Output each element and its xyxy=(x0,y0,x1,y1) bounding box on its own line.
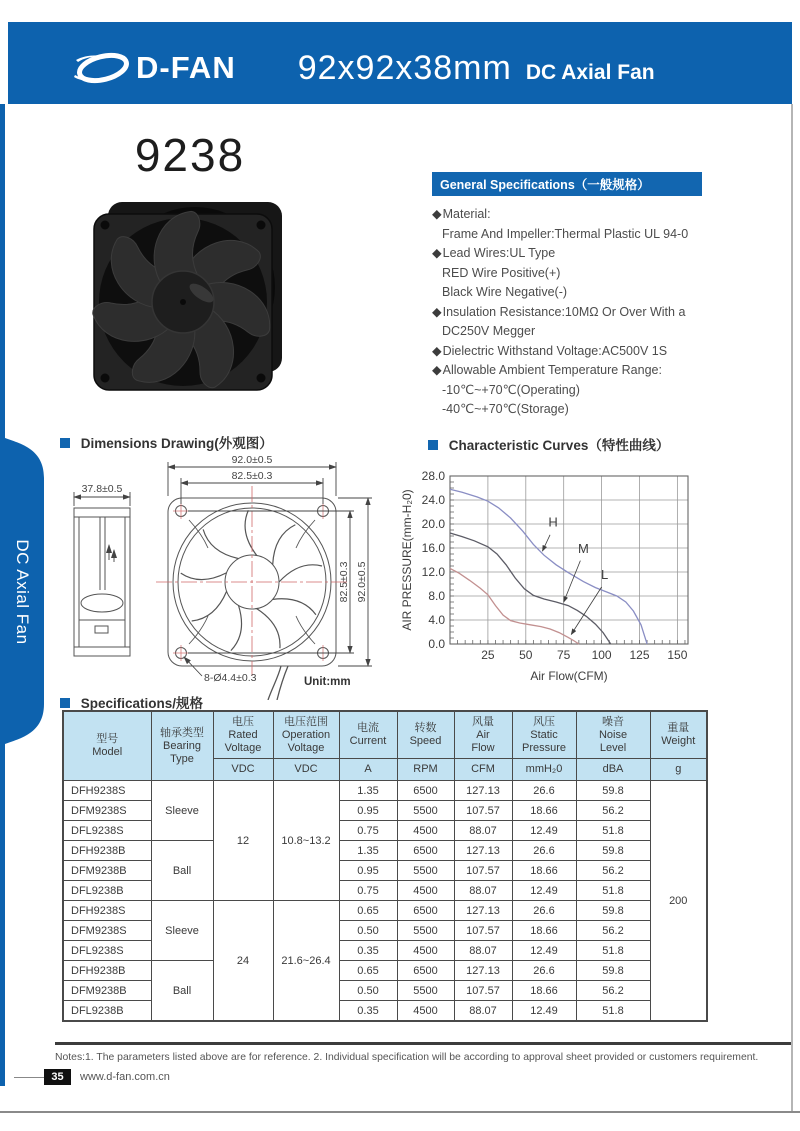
cell-current: 0.50 xyxy=(339,921,397,941)
dim-holes-label: 8-Ø4.4±0.3 xyxy=(204,672,257,684)
cell-current: 0.35 xyxy=(339,1001,397,1022)
header-band xyxy=(8,22,792,104)
general-specs-section xyxy=(432,172,762,420)
col-unit: mmH₂0 xyxy=(512,759,576,781)
cell-bearing: Sleeve xyxy=(151,781,213,841)
dimensions-section-title: Dimensions Drawing(外观图） xyxy=(60,432,273,452)
spec-table xyxy=(62,710,708,1022)
cell-current: 0.50 xyxy=(339,981,397,1001)
cell-model: DFL9238B xyxy=(63,1001,151,1022)
cell-airflow: 88.07 xyxy=(454,821,512,841)
svg-text:100: 100 xyxy=(591,648,612,662)
cell-current: 0.65 xyxy=(339,961,397,981)
model-heading: 9238 xyxy=(134,129,246,181)
cell-current: 0.95 xyxy=(339,801,397,821)
cell-pressure: 26.6 xyxy=(512,901,576,921)
col-unit: g xyxy=(650,759,707,781)
cell-pressure: 12.49 xyxy=(512,941,576,961)
cell-airflow: 107.57 xyxy=(454,801,512,821)
cell-airflow: 88.07 xyxy=(454,1001,512,1022)
cell-noise: 51.8 xyxy=(576,881,650,901)
dim-outer-height-label: 92.0±0.5 xyxy=(356,561,368,603)
table-row xyxy=(63,961,707,981)
characteristic-chart xyxy=(398,452,708,686)
cell-airflow: 88.07 xyxy=(454,881,512,901)
cell-pressure: 18.66 xyxy=(512,981,576,1001)
svg-text:24.0: 24.0 xyxy=(421,493,445,507)
cell-bearing: Sleeve xyxy=(151,901,213,961)
dimension-drawing xyxy=(56,450,404,700)
spec-item: -10℃~+70℃(Operating) xyxy=(442,382,580,397)
cell-speed: 5500 xyxy=(397,861,454,881)
cell-speed: 6500 xyxy=(397,841,454,861)
cell-airflow: 127.13 xyxy=(454,781,512,801)
cell-model: DFM9238B xyxy=(63,981,151,1001)
cell-speed: 6500 xyxy=(397,961,454,981)
cell-noise: 56.2 xyxy=(576,981,650,1001)
col-unit: VDC xyxy=(213,759,273,781)
table-row xyxy=(63,901,707,921)
cell-airflow: 127.13 xyxy=(454,841,512,861)
cell-current: 0.35 xyxy=(339,941,397,961)
cell-pressure: 26.6 xyxy=(512,841,576,861)
cell-airflow: 107.57 xyxy=(454,921,512,941)
header-subtitle: DC Axial Fan xyxy=(525,61,655,84)
cell-pressure: 18.66 xyxy=(512,801,576,821)
curve-H xyxy=(450,489,647,644)
cell-model: DFH9238S xyxy=(63,781,151,801)
curve-L xyxy=(450,568,579,644)
cell-pressure: 18.66 xyxy=(512,861,576,881)
section-bullet-icon xyxy=(428,440,438,450)
cell-pressure: 26.6 xyxy=(512,961,576,981)
col-header: 噪音 Noise Level xyxy=(576,711,650,759)
svg-text:50: 50 xyxy=(519,648,533,662)
cell-current: 1.35 xyxy=(339,841,397,861)
cell-model: DFH9238B xyxy=(63,841,151,861)
cell-model: DFH9238S xyxy=(63,901,151,921)
page-number-badge: 35 xyxy=(44,1069,71,1085)
col-unit: dBA xyxy=(576,759,650,781)
dim-unit-label: Unit:mm xyxy=(304,676,351,688)
cell-speed: 5500 xyxy=(397,801,454,821)
page-bottom-edge xyxy=(0,1111,800,1113)
diamond-bullet-icon: ◆ xyxy=(432,343,442,358)
diamond-bullet-icon: ◆ xyxy=(432,246,442,260)
cell-speed: 4500 xyxy=(397,941,454,961)
cell-noise: 51.8 xyxy=(576,1001,650,1022)
svg-text:H: H xyxy=(548,514,558,530)
cell-bearing: Ball xyxy=(151,961,213,1022)
cell-noise: 59.8 xyxy=(576,901,650,921)
svg-text:8.0: 8.0 xyxy=(428,589,445,603)
cell-pressure: 18.66 xyxy=(512,921,576,941)
cell-noise: 56.2 xyxy=(576,921,650,941)
cell-current: 1.35 xyxy=(339,781,397,801)
col-header: 风量 Air Flow xyxy=(454,711,512,759)
spec-item: RED Wire Positive(+) xyxy=(442,265,561,280)
cell-airflow: 107.57 xyxy=(454,861,512,881)
curves-section-title: Characteristic Curves（特性曲线） xyxy=(428,434,669,454)
svg-text:20.0: 20.0 xyxy=(421,517,445,531)
svg-text:0.0: 0.0 xyxy=(428,637,445,651)
table-row xyxy=(63,781,707,801)
cell-speed: 5500 xyxy=(397,981,454,1001)
general-specs-list xyxy=(432,205,762,420)
fan-photo xyxy=(92,200,285,392)
cell-current: 0.65 xyxy=(339,901,397,921)
cell-noise: 51.8 xyxy=(576,941,650,961)
col-header: 风压 Static Pressure xyxy=(512,711,576,759)
col-header: 重量 Weight xyxy=(650,711,707,759)
spec-item: Black Wire Negative(-) xyxy=(442,285,568,299)
cell-speed: 4500 xyxy=(397,1001,454,1022)
svg-text:AIR PRESSURE(mm-H₂0): AIR PRESSURE(mm-H₂0) xyxy=(400,489,414,631)
section-bullet-icon xyxy=(60,698,70,708)
col-header: 转数 Speed xyxy=(397,711,454,759)
footer-rule xyxy=(55,1042,792,1045)
cell-noise: 56.2 xyxy=(576,801,650,821)
svg-text:16.0: 16.0 xyxy=(421,541,445,555)
dim-hole-pitch-height-label: 82.5±0.3 xyxy=(338,561,350,603)
cell-airflow: 127.13 xyxy=(454,901,512,921)
table-row xyxy=(63,841,707,861)
svg-text:28.0: 28.0 xyxy=(421,469,445,483)
cell-pressure: 12.49 xyxy=(512,1001,576,1022)
col-unit: A xyxy=(339,759,397,781)
cell-operation-voltage: 10.8~13.2 xyxy=(273,781,339,901)
cell-noise: 59.8 xyxy=(576,781,650,801)
cell-model: DFL9238B xyxy=(63,881,151,901)
cell-speed: 4500 xyxy=(397,821,454,841)
svg-text:25: 25 xyxy=(481,648,495,662)
cell-pressure: 26.6 xyxy=(512,781,576,801)
svg-text:L: L xyxy=(601,567,609,583)
cell-speed: 6500 xyxy=(397,901,454,921)
spec-section-title: Specifications/规格 xyxy=(60,692,203,712)
website-link: www.d-fan.com.cn xyxy=(80,1071,170,1083)
cell-bearing: Ball xyxy=(151,841,213,901)
svg-text:Air Flow(CFM): Air Flow(CFM) xyxy=(530,669,608,683)
dim-hole-pitch-width-label: 82.5±0.3 xyxy=(231,470,273,482)
col-header: 型号 Model xyxy=(63,711,151,781)
svg-text:M: M xyxy=(577,540,589,556)
cell-speed: 6500 xyxy=(397,781,454,801)
cell-noise: 56.2 xyxy=(576,861,650,881)
svg-text:4.0: 4.0 xyxy=(428,613,445,627)
cell-speed: 4500 xyxy=(397,881,454,901)
spec-item: -40℃~+70℃(Storage) xyxy=(442,402,569,416)
side-tab-label: DC Axial Fan xyxy=(13,539,32,645)
cell-model: DFM9238S xyxy=(63,921,151,941)
cell-noise: 59.8 xyxy=(576,961,650,981)
col-unit: RPM xyxy=(397,759,454,781)
col-header: 电流 Current xyxy=(339,711,397,759)
spec-item: ◆Dielectric Withstand Voltage:AC500V 1S xyxy=(432,343,668,358)
cell-airflow: 107.57 xyxy=(454,981,512,1001)
cell-model: DFM9238B xyxy=(63,861,151,881)
page-right-edge xyxy=(791,104,793,1112)
cell-noise: 51.8 xyxy=(576,821,650,841)
cell-speed: 5500 xyxy=(397,921,454,941)
cell-pressure: 12.49 xyxy=(512,821,576,841)
category-side-tab xyxy=(0,436,46,746)
spec-item: ◆Insulation Resistance:10MΩ Or Over With a xyxy=(432,304,686,319)
cell-model: DFL9238S xyxy=(63,821,151,841)
brand-logo xyxy=(72,48,236,88)
spec-item: ◆Allowable Ambient Temperature Range: xyxy=(432,363,662,377)
col-unit: VDC xyxy=(273,759,339,781)
page-badge-leader-line xyxy=(14,1077,44,1078)
col-header: 轴承类型 Bearing Type xyxy=(151,711,213,781)
col-unit: CFM xyxy=(454,759,512,781)
cell-airflow: 127.13 xyxy=(454,961,512,981)
cell-pressure: 12.49 xyxy=(512,881,576,901)
dim-depth-label: 37.8±0.5 xyxy=(81,483,123,495)
cell-model: DFM9238S xyxy=(63,801,151,821)
col-header: 电压 Rated Voltage xyxy=(213,711,273,759)
dim-outer-width-label: 92.0±0.5 xyxy=(231,454,273,466)
cell-current: 0.75 xyxy=(339,881,397,901)
header-title: 92x92x38mm xyxy=(297,48,512,87)
cell-noise: 59.8 xyxy=(576,841,650,861)
spec-item: DC250V Megger xyxy=(442,324,536,338)
cell-model: DFH9238B xyxy=(63,961,151,981)
spec-item: ◆Material: xyxy=(432,207,491,221)
svg-text:150: 150 xyxy=(667,648,688,662)
cell-model: DFL9238S xyxy=(63,941,151,961)
cell-operation-voltage: 21.6~26.4 xyxy=(273,901,339,1022)
general-specs-title: General Specifications（一般规格） xyxy=(432,172,702,196)
diamond-bullet-icon: ◆ xyxy=(432,207,442,221)
svg-text:75: 75 xyxy=(557,648,571,662)
svg-text:12.0: 12.0 xyxy=(421,565,445,579)
section-bullet-icon xyxy=(60,438,70,448)
cell-rated-voltage: 12 xyxy=(213,781,273,901)
spec-item: ◆Lead Wires:UL Type xyxy=(432,246,556,260)
spec-item: Frame And Impeller:Thermal Plastic UL 94-0 xyxy=(442,226,689,241)
cell-rated-voltage: 24 xyxy=(213,901,273,1022)
cell-current: 0.75 xyxy=(339,821,397,841)
notes: Notes:1. The parameters listed above are for reference. 2. Individual specification will be according to approval sheet provided or customers requirement. xyxy=(55,1052,759,1063)
diamond-bullet-icon: ◆ xyxy=(432,363,442,377)
brand-name: D-FAN xyxy=(136,50,236,85)
logo-swoosh-icon xyxy=(72,48,130,88)
cell-airflow: 88.07 xyxy=(454,941,512,961)
cell-current: 0.95 xyxy=(339,861,397,881)
diamond-bullet-icon: ◆ xyxy=(432,304,442,319)
cell-weight: 200 xyxy=(650,781,707,1022)
col-header: 电压范围 Operation Voltage xyxy=(273,711,339,759)
svg-text:125: 125 xyxy=(629,648,650,662)
